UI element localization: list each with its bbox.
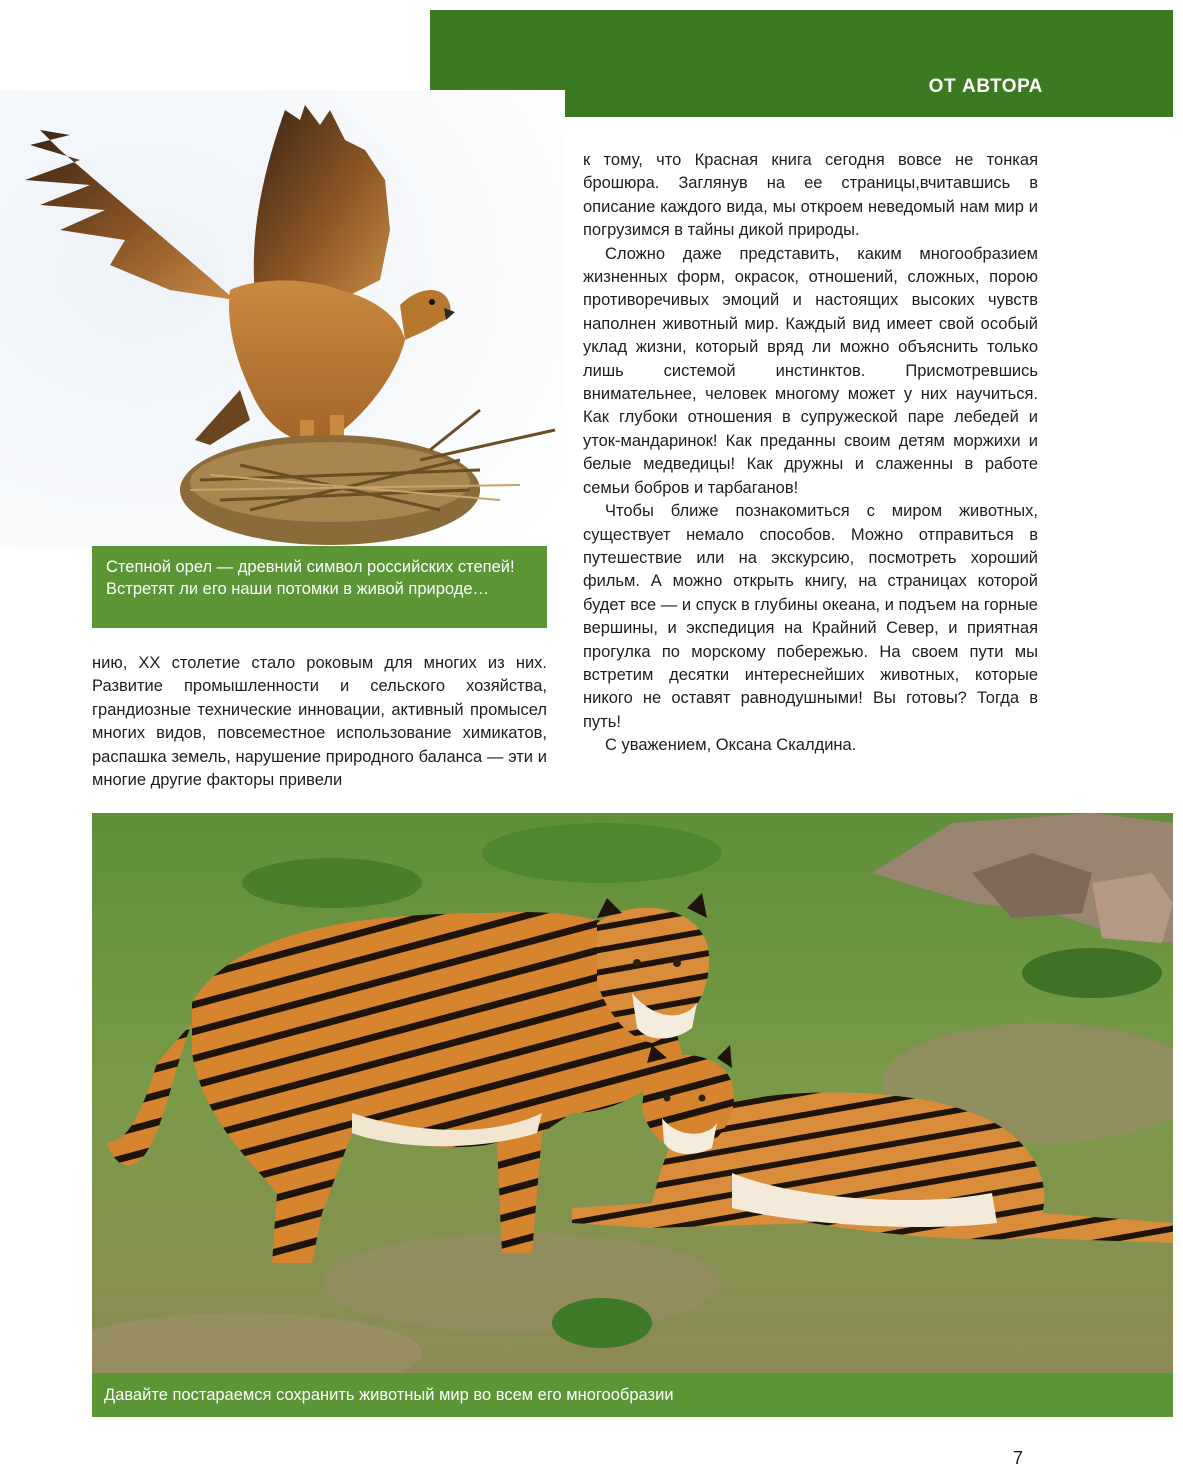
paragraph: нию, XX столетие стало роковым для многих из них. Развитие промышленности и сельского хозяйства, грандиозные технические инновации, активный промысел многих видов, повсеместное использование химикатов, распашка земель, нарушение природного баланса — эти и многие другие факторы привели bbox=[92, 654, 547, 790]
paragraph: Чтобы ближе познакомиться с миром животных, существует немало способов. Можно отправиться в путешествие или на экскурсию, посмотреть хороший фильм. А можно открыть книгу, на страницах которой будет все — и спуск в глубины океана, и подъем на горные вершины, и экспедиция на Крайний Север, и приятная прогулка по морскому побережью. На своем пути мы встретим десятки интереснейших животных, которые никого не оставят равнодушными! Вы готовы? Тогда в путь! bbox=[583, 502, 1038, 731]
paragraph: к тому, что Красная книга сегодня вовсе не тонкая брошюра. Заглянув на ее страницы,вчитавшись в описание каждого вида, мы откроем неведомый нам мир и погрузимся в тайны дикой природы. bbox=[583, 151, 1038, 240]
signature-line: С уважением, Оксана Скалдина. bbox=[605, 736, 857, 755]
tiger-photo bbox=[92, 813, 1173, 1373]
paragraph: Сложно даже представить, каким многообразием жизненных форм, окрасок, отношений, сложных, порою противоречивых эмоций и настоящих высоких чувств наполнен животный мир. Каждый вид имеет свой особый уклад жизни, который вряд ли можно объяснить только лишь системой инстинктов. Присмотревшись внимательнее, человек многому может у них научиться. Как глубоки отношения в супружеской паре лебедей и уток-мандаринок! Как преданны своим детям моржихи и белые медведицы! Как дружны и слаженны в работе семьи бобров и тарбаганов! bbox=[583, 244, 1038, 497]
eagle-photo bbox=[0, 90, 565, 548]
eagle-caption: Степной орел — древний символ российских степей! Встретят ли его наши потомки в живой природе… bbox=[92, 546, 547, 628]
tiger-caption: Давайте постараемся сохранить животный мир во всем его многообразии bbox=[92, 1373, 1173, 1417]
left-text-column bbox=[92, 652, 547, 792]
right-text-column bbox=[583, 149, 1038, 758]
page-number: 7 bbox=[1012, 1448, 1023, 1468]
section-title: ОТ АВТОРА bbox=[928, 76, 1043, 97]
